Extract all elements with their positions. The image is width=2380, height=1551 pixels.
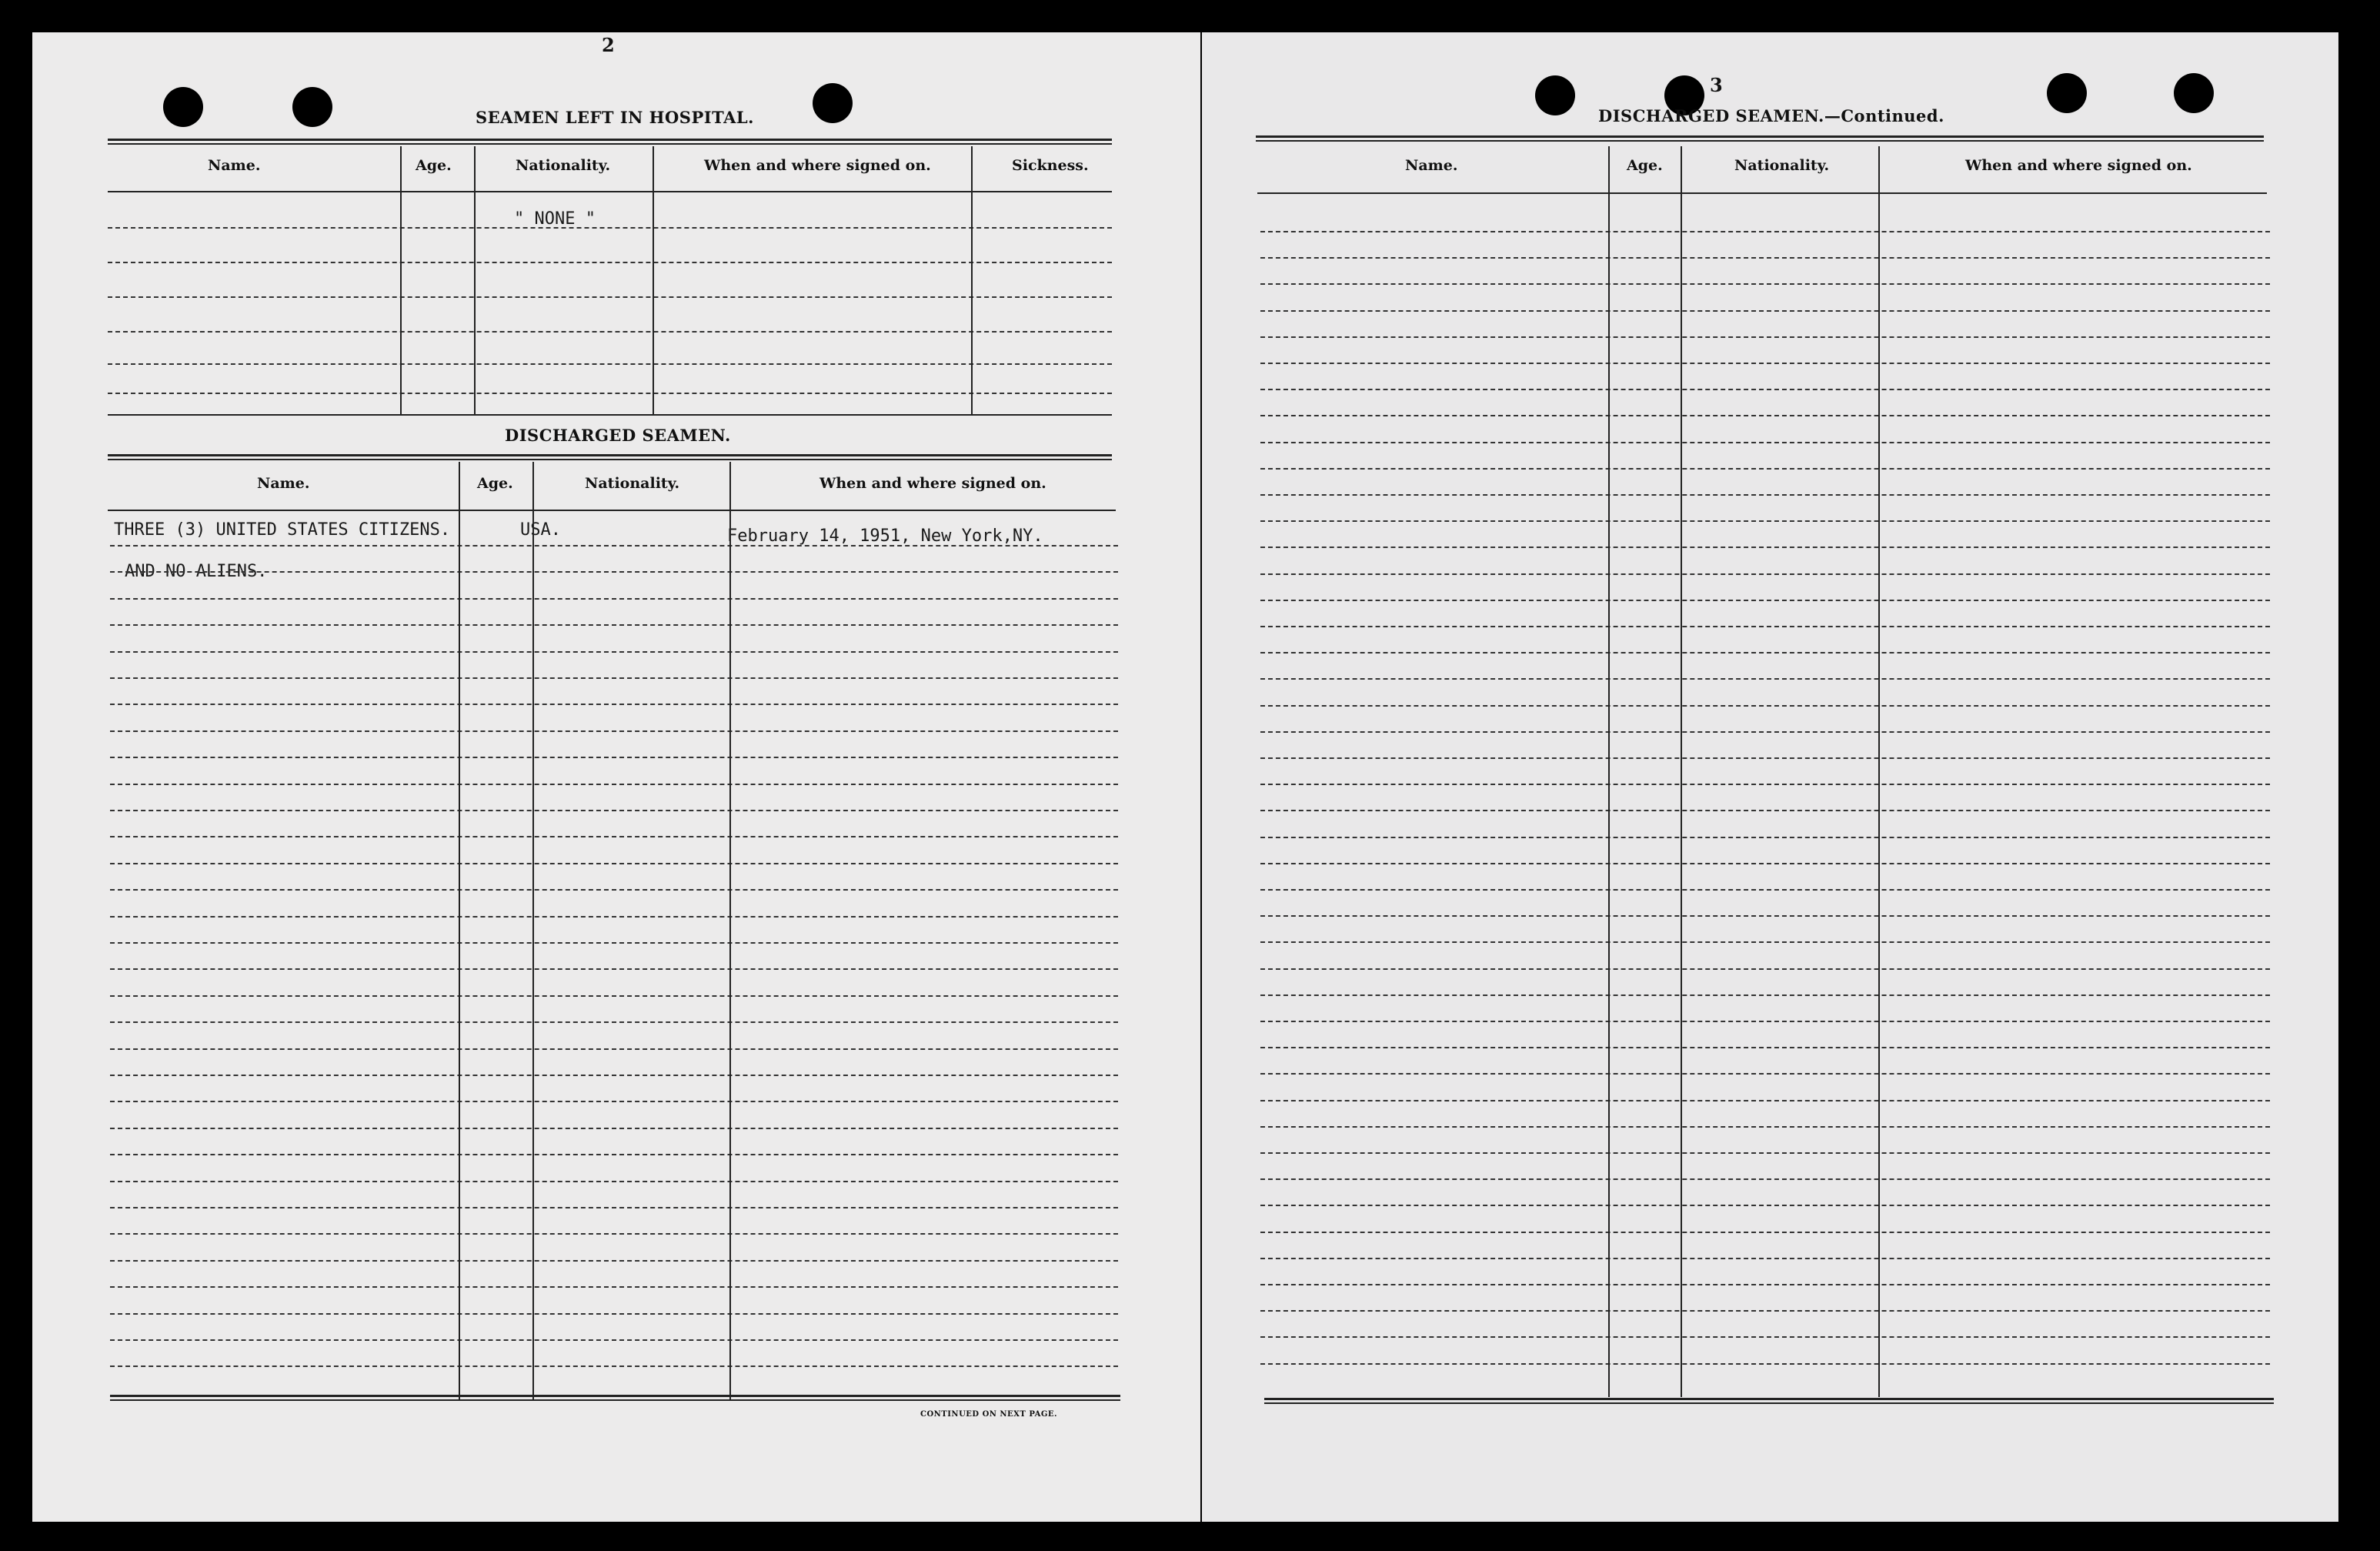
column-divider bbox=[971, 146, 973, 416]
entry-line bbox=[1260, 941, 2270, 943]
entry-line bbox=[1260, 889, 2270, 891]
entry-line bbox=[110, 1048, 1118, 1050]
entry-line bbox=[108, 331, 1112, 333]
column-header-nationality: Nationality. bbox=[1734, 157, 1830, 174]
column-header-name: Name. bbox=[257, 475, 310, 492]
entry-line bbox=[110, 1101, 1118, 1102]
entry-line bbox=[1260, 283, 2270, 285]
punch-hole bbox=[2047, 73, 2087, 113]
entry-line bbox=[110, 863, 1118, 864]
column-divider bbox=[729, 462, 731, 1399]
entry-line bbox=[1260, 1336, 2270, 1338]
entry-line bbox=[110, 1154, 1118, 1155]
entry-line bbox=[110, 916, 1118, 918]
entry-line bbox=[1260, 520, 2270, 522]
entry-line bbox=[1260, 1126, 2270, 1128]
punch-hole bbox=[292, 87, 332, 127]
entry-line bbox=[108, 393, 1112, 394]
entry-line bbox=[1260, 442, 2270, 443]
column-header-age: Age. bbox=[1627, 157, 1663, 174]
entry-line bbox=[1260, 231, 2270, 232]
column-divider bbox=[532, 462, 534, 1399]
entry-line bbox=[1260, 494, 2270, 496]
entry-line bbox=[1260, 626, 2270, 627]
hospital-section-title: SEAMEN LEFT IN HOSPITAL. bbox=[476, 108, 754, 127]
entry-line bbox=[110, 571, 1118, 573]
entry-line bbox=[1260, 1047, 2270, 1048]
entry-line bbox=[108, 296, 1112, 298]
entry-line bbox=[1260, 415, 2270, 416]
entry-line bbox=[1260, 1205, 2270, 1206]
entry-line bbox=[1260, 810, 2270, 811]
entry-line bbox=[108, 262, 1112, 263]
column-divider bbox=[459, 462, 460, 1399]
section-rule bbox=[108, 454, 1112, 460]
section-rule bbox=[1256, 135, 2264, 142]
entry-line bbox=[1260, 678, 2270, 680]
entry-line bbox=[110, 624, 1118, 626]
left-page bbox=[32, 32, 1200, 1522]
column-divider bbox=[1681, 146, 1682, 1397]
entry-line bbox=[110, 1260, 1118, 1262]
entry-line bbox=[1260, 336, 2270, 338]
entry-line bbox=[1260, 600, 2270, 601]
column-header-sickness: Sickness. bbox=[1012, 157, 1089, 174]
entry-line bbox=[1260, 1258, 2270, 1259]
entry-line bbox=[1260, 731, 2270, 733]
entry-line bbox=[110, 968, 1118, 970]
entry-line bbox=[110, 889, 1118, 891]
entry-line bbox=[1260, 1363, 2270, 1365]
entry-line bbox=[1260, 1152, 2270, 1154]
punch-hole bbox=[2174, 73, 2214, 113]
entry-line bbox=[110, 1181, 1118, 1182]
entry-line bbox=[110, 942, 1118, 944]
entry-line bbox=[1260, 994, 2270, 996]
entry-line bbox=[1260, 1178, 2270, 1180]
entry-line bbox=[1260, 1232, 2270, 1233]
header-rule bbox=[1257, 192, 2267, 194]
entry-line bbox=[110, 677, 1118, 679]
entry-line bbox=[110, 995, 1118, 997]
entry-line bbox=[1260, 363, 2270, 364]
punch-hole bbox=[813, 83, 853, 123]
entry-line bbox=[1260, 310, 2270, 312]
entry-line bbox=[110, 1207, 1118, 1208]
column-divider bbox=[400, 146, 402, 416]
page-number: 3 bbox=[1710, 74, 1723, 96]
entry-line bbox=[1260, 1284, 2270, 1285]
bottom-rule bbox=[110, 1395, 1120, 1401]
page-number: 2 bbox=[602, 34, 615, 56]
entry-line bbox=[108, 363, 1112, 365]
entry-line bbox=[110, 545, 1118, 547]
entry-line bbox=[1260, 389, 2270, 390]
discharged-continued-title: DISCHARGED SEAMEN.—Continued. bbox=[1598, 106, 1944, 125]
entry-line bbox=[110, 810, 1118, 811]
entry-line bbox=[110, 704, 1118, 705]
right-page bbox=[1202, 32, 2338, 1522]
entry-line bbox=[110, 1021, 1118, 1023]
punch-hole bbox=[163, 87, 203, 127]
column-header-signed-on: When and where signed on. bbox=[704, 157, 931, 174]
column-divider bbox=[653, 146, 654, 416]
column-header-name: Name. bbox=[1405, 157, 1458, 174]
column-header-signed-on: When and where signed on. bbox=[819, 475, 1046, 492]
discharged-section-title: DISCHARGED SEAMEN. bbox=[505, 426, 731, 445]
entry-line bbox=[110, 757, 1118, 758]
entry-line bbox=[1260, 547, 2270, 548]
column-header-nationality: Nationality. bbox=[585, 475, 680, 492]
entry-line bbox=[1260, 1100, 2270, 1101]
column-header-nationality: Nationality. bbox=[516, 157, 611, 174]
entry-line bbox=[1260, 757, 2270, 759]
entry-line bbox=[110, 836, 1118, 837]
entry-line bbox=[1260, 1310, 2270, 1312]
hospital-entry: " NONE " bbox=[514, 209, 596, 229]
column-divider bbox=[474, 146, 476, 416]
entry-line bbox=[1260, 652, 2270, 653]
section-rule bbox=[108, 139, 1112, 145]
discharged-signed-on: February 14, 1951, New York,NY. bbox=[727, 526, 1043, 546]
header-rule bbox=[108, 191, 1112, 192]
entry-line bbox=[1260, 1073, 2270, 1075]
entry-line bbox=[1260, 968, 2270, 970]
entry-line bbox=[1260, 468, 2270, 470]
entry-line bbox=[110, 730, 1118, 732]
bottom-rule bbox=[1264, 1398, 2274, 1404]
entry-line bbox=[110, 1128, 1118, 1129]
entry-line bbox=[1260, 915, 2270, 917]
entry-line bbox=[1260, 863, 2270, 864]
entry-line bbox=[1260, 257, 2270, 259]
column-header-age: Age. bbox=[477, 475, 513, 492]
entry-line bbox=[110, 1339, 1118, 1341]
entry-line bbox=[110, 1313, 1118, 1315]
entry-line bbox=[110, 1075, 1118, 1076]
entry-line bbox=[110, 1233, 1118, 1235]
discharged-name: AND NO ALIENS. bbox=[125, 562, 268, 581]
entry-line bbox=[1260, 837, 2270, 838]
column-header-name: Name. bbox=[208, 157, 261, 174]
entry-line bbox=[110, 1365, 1118, 1367]
entry-line bbox=[1260, 573, 2270, 575]
column-header-age: Age. bbox=[416, 157, 452, 174]
entry-line bbox=[108, 227, 1112, 229]
column-header-signed-on: When and where signed on. bbox=[1965, 157, 2192, 174]
punch-hole bbox=[1535, 75, 1575, 115]
discharged-name: THREE (3) UNITED STATES CITIZENS. bbox=[114, 520, 451, 540]
entry-line bbox=[110, 1286, 1118, 1288]
entry-line bbox=[110, 598, 1118, 600]
column-divider bbox=[1878, 146, 1880, 1397]
header-rule bbox=[108, 510, 1116, 511]
column-divider bbox=[1608, 146, 1610, 1397]
entry-line bbox=[1260, 1021, 2270, 1022]
discharged-nationality: USA. bbox=[520, 520, 561, 540]
entry-line bbox=[110, 651, 1118, 653]
entry-line bbox=[1260, 784, 2270, 785]
section-rule bbox=[108, 414, 1112, 416]
continued-note: CONTINUED ON NEXT PAGE. bbox=[920, 1410, 1058, 1419]
entry-line bbox=[110, 784, 1118, 785]
entry-line bbox=[1260, 705, 2270, 707]
